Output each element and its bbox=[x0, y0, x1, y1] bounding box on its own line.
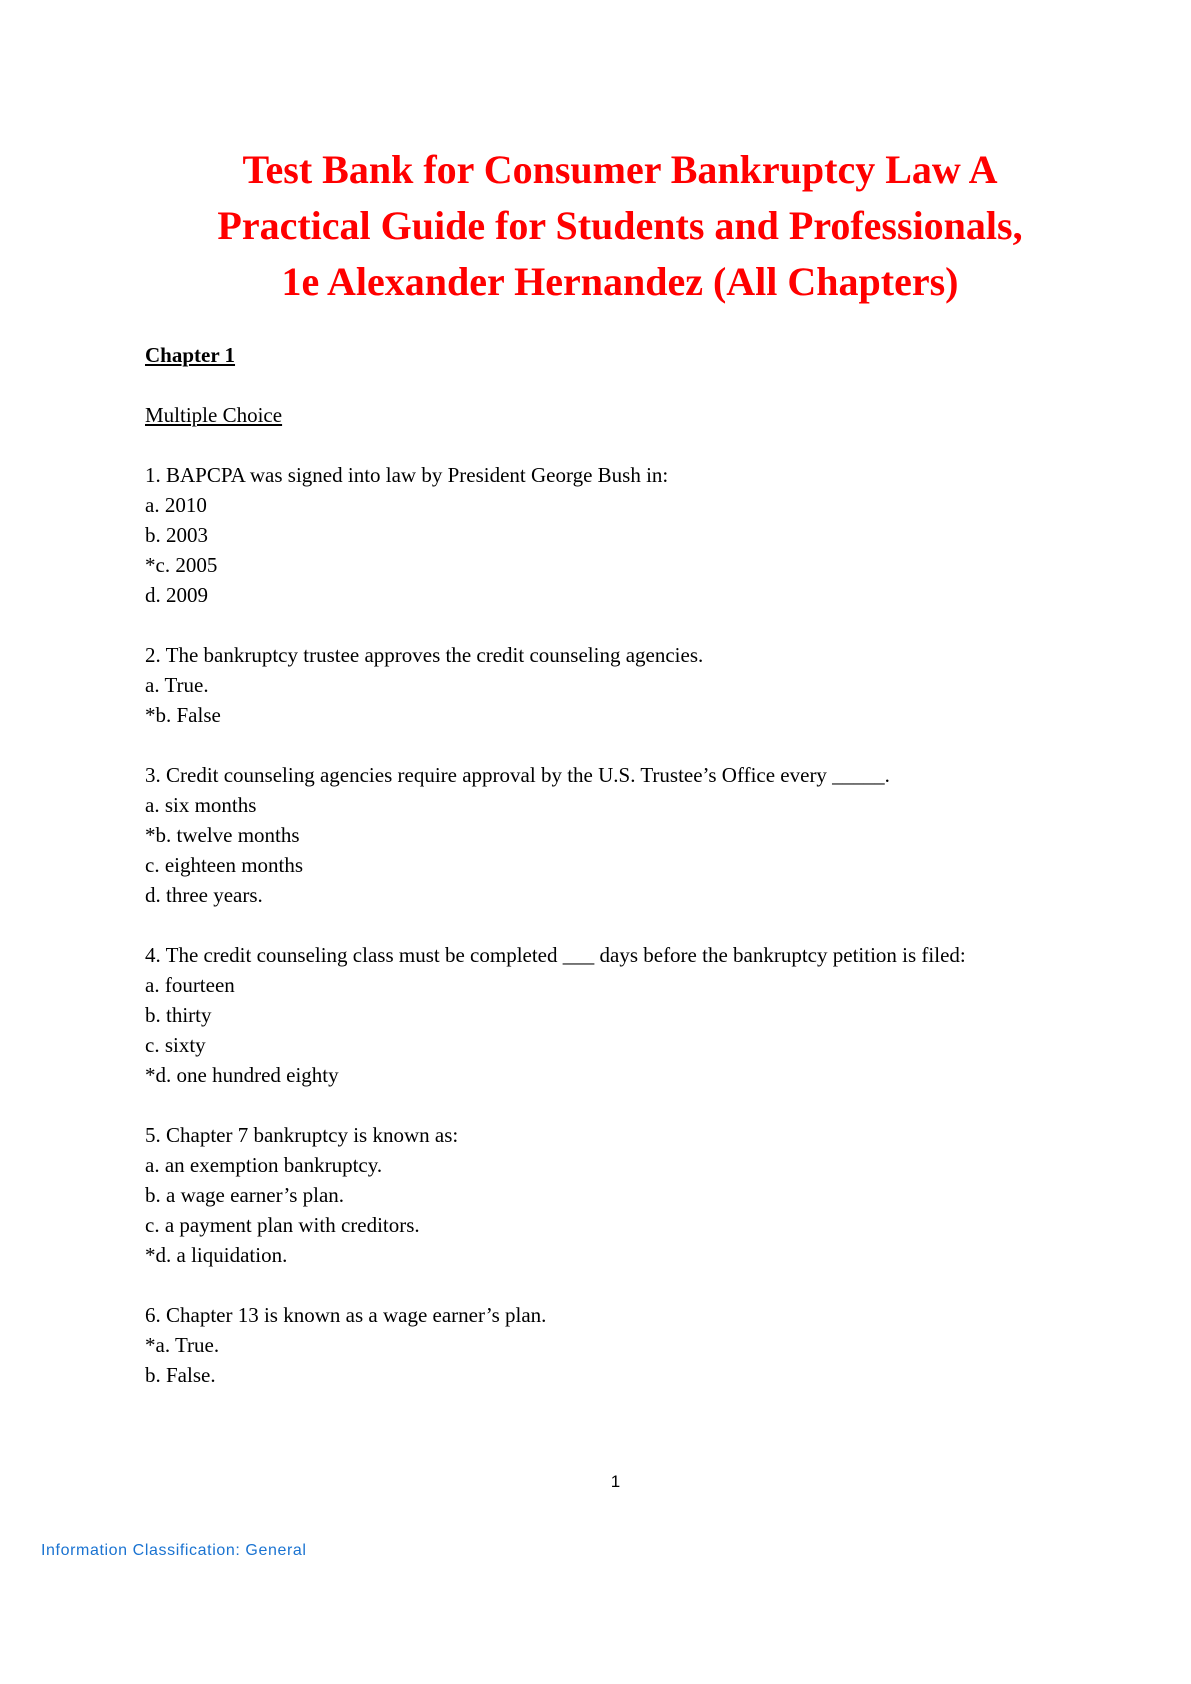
question-item bbox=[145, 1300, 1045, 1390]
question-text: 2. The bankruptcy trustee approves the credit counseling agencies. bbox=[145, 643, 704, 667]
answer-option: b. False. bbox=[145, 1363, 216, 1387]
question-text: 5. Chapter 7 bankruptcy is known as: bbox=[145, 1123, 459, 1147]
title-line: Practical Guide for Students and Professionals, bbox=[217, 203, 1023, 248]
answer-option: b. thirty bbox=[145, 1003, 212, 1027]
question-item bbox=[145, 760, 1045, 910]
document-title bbox=[120, 142, 1120, 310]
answer-option: b. 2003 bbox=[145, 523, 208, 547]
answer-option: a. fourteen bbox=[145, 973, 235, 997]
page-number: 1 bbox=[610, 1472, 621, 1491]
answer-options bbox=[145, 1330, 1045, 1390]
question-text: 6. Chapter 13 is known as a wage earner’s plan. bbox=[145, 1303, 547, 1327]
answer-option: *b. twelve months bbox=[145, 823, 300, 847]
answer-option: *a. True. bbox=[145, 1333, 220, 1357]
answer-options bbox=[145, 970, 1045, 1090]
answer-option: a. six months bbox=[145, 793, 257, 817]
answer-option: d. three years. bbox=[145, 883, 263, 907]
question-text: 3. Credit counseling agencies require approval by the U.S. Trustee’s Office every _____. bbox=[145, 763, 890, 787]
answer-options bbox=[145, 670, 1045, 730]
question-item bbox=[145, 1120, 1045, 1270]
question-text: 4. The credit counseling class must be completed ___ days before the bankruptcy petition is filed: bbox=[145, 943, 966, 967]
answer-option: *d. one hundred eighty bbox=[145, 1063, 339, 1087]
question-list bbox=[145, 460, 1045, 1420]
answer-option: a. True. bbox=[145, 673, 209, 697]
answer-option: c. sixty bbox=[145, 1033, 206, 1057]
question-item bbox=[145, 460, 1045, 610]
answer-option: c. eighteen months bbox=[145, 853, 304, 877]
answer-option: *b. False bbox=[145, 703, 221, 727]
answer-option: b. a wage earner’s plan. bbox=[145, 1183, 345, 1207]
answer-options bbox=[145, 790, 1045, 910]
question-item bbox=[145, 940, 1045, 1090]
question-text: 1. BAPCPA was signed into law by President George Bush in: bbox=[145, 463, 669, 487]
answer-option: a. 2010 bbox=[145, 493, 207, 517]
chapter-heading: Chapter 1 bbox=[145, 343, 236, 367]
section-heading: Multiple Choice bbox=[145, 403, 283, 427]
answer-option: c. a payment plan with creditors. bbox=[145, 1213, 420, 1237]
answer-options bbox=[145, 490, 1045, 610]
answer-option: d. 2009 bbox=[145, 583, 208, 607]
answer-option: *c. 2005 bbox=[145, 553, 218, 577]
question-item bbox=[145, 640, 1045, 730]
answer-option: *d. a liquidation. bbox=[145, 1243, 288, 1267]
title-line: 1e Alexander Hernandez (All Chapters) bbox=[281, 259, 959, 304]
answer-option: a. an exemption bankruptcy. bbox=[145, 1153, 383, 1177]
answer-options bbox=[145, 1150, 1045, 1270]
information-classification-footer: Information Classification: General bbox=[41, 1542, 307, 1559]
title-line: Test Bank for Consumer Bankruptcy Law A bbox=[242, 147, 998, 192]
